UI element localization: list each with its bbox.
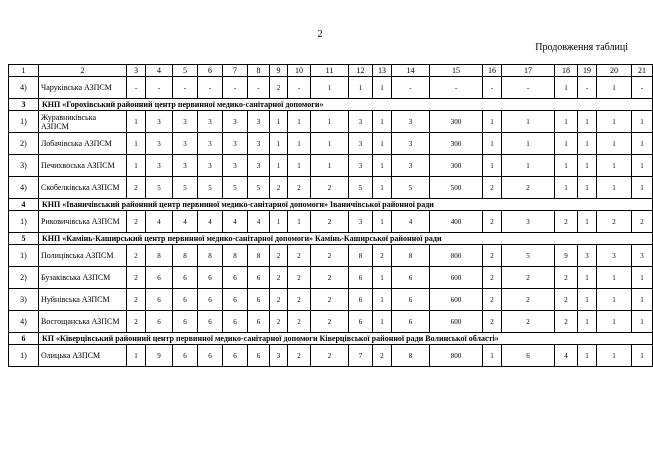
value-cell: 2	[597, 211, 632, 233]
table-row	[9, 111, 653, 133]
value-cell: 1	[578, 155, 597, 177]
value-cell: 1	[288, 155, 311, 177]
column-number-cell: 15	[430, 65, 483, 77]
value-cell: -	[430, 77, 483, 99]
value-cell: 1	[578, 345, 597, 367]
value-cell: 2	[555, 289, 578, 311]
value-cell: 1	[127, 111, 146, 133]
value-cell: 5	[146, 177, 173, 199]
value-cell: 1	[373, 133, 392, 155]
value-cell: 1	[311, 111, 349, 133]
value-cell: 3	[349, 133, 373, 155]
value-cell: 1	[555, 177, 578, 199]
value-cell: 2	[127, 267, 146, 289]
data-table	[8, 64, 653, 367]
value-cell: 1	[578, 311, 597, 333]
value-cell: 3	[173, 155, 198, 177]
row-index: 4)	[9, 177, 39, 199]
column-number-cell: 1	[9, 65, 39, 77]
value-cell: 1	[597, 289, 632, 311]
value-cell: -	[146, 77, 173, 99]
value-cell: 2	[288, 345, 311, 367]
value-cell: -	[502, 77, 555, 99]
value-cell: 6	[349, 289, 373, 311]
value-cell: 300	[430, 111, 483, 133]
value-cell: 3	[173, 133, 198, 155]
value-cell: 8	[146, 245, 173, 267]
value-cell: 1	[578, 133, 597, 155]
row-index: 3)	[9, 155, 39, 177]
value-cell: 2	[483, 177, 502, 199]
value-cell: 6	[198, 289, 223, 311]
value-cell: 3	[248, 155, 270, 177]
value-cell: 1	[502, 133, 555, 155]
facility-name: Журавниківська АЗПСМ	[39, 111, 127, 133]
value-cell: 1	[373, 177, 392, 199]
column-number-cell: 11	[311, 65, 349, 77]
value-cell: 2	[270, 311, 288, 333]
value-cell: 3	[578, 245, 597, 267]
value-cell: 1	[632, 133, 653, 155]
column-number-cell: 6	[198, 65, 223, 77]
value-cell: 300	[430, 133, 483, 155]
value-cell: 6	[146, 289, 173, 311]
facility-name: Печихвоська АЗПСМ	[39, 155, 127, 177]
facility-name: Олицька АЗПСМ	[39, 345, 127, 367]
facility-name: Лобачівська АЗПСМ	[39, 133, 127, 155]
facility-name: Скобелківська АЗПСМ	[39, 177, 127, 199]
value-cell: 400	[430, 211, 483, 233]
value-cell: 8	[223, 245, 248, 267]
value-cell: 2	[288, 267, 311, 289]
facility-name: Полицівська АЗПСМ	[39, 245, 127, 267]
value-cell: 6	[248, 289, 270, 311]
value-cell: 5	[173, 177, 198, 199]
column-number-cell: 14	[392, 65, 430, 77]
value-cell: 2	[311, 267, 349, 289]
value-cell: 1	[127, 155, 146, 177]
value-cell: 1	[632, 155, 653, 177]
value-cell: 1	[311, 77, 349, 99]
value-cell: 1	[288, 133, 311, 155]
value-cell: 1	[578, 267, 597, 289]
value-cell: 5	[248, 177, 270, 199]
value-cell: 2	[502, 289, 555, 311]
value-cell: 2	[373, 345, 392, 367]
value-cell: 6	[173, 289, 198, 311]
column-number-cell: 2	[39, 65, 127, 77]
value-cell: 2	[502, 311, 555, 333]
table-row	[9, 211, 653, 233]
column-number-cell: 12	[349, 65, 373, 77]
value-cell: 9	[146, 345, 173, 367]
facility-name: Восгощанська АЗПСМ	[39, 311, 127, 333]
value-cell: 4	[555, 345, 578, 367]
value-cell: 2	[311, 177, 349, 199]
value-cell: 1	[555, 111, 578, 133]
section-number: 6	[9, 333, 39, 345]
column-number-cell: 17	[502, 65, 555, 77]
value-cell: 1	[483, 111, 502, 133]
value-cell: 2	[311, 289, 349, 311]
value-cell: 3	[223, 111, 248, 133]
value-cell: 6	[173, 267, 198, 289]
table-row	[9, 311, 653, 333]
section-title: КНП «Горохівський районний центр первинної медико-санітарної допомоги»	[39, 99, 653, 111]
value-cell: 2	[555, 211, 578, 233]
value-cell: 6	[223, 311, 248, 333]
value-cell: 2	[127, 311, 146, 333]
value-cell: 2	[502, 177, 555, 199]
value-cell: 3	[270, 345, 288, 367]
value-cell: 1	[483, 345, 502, 367]
value-cell: 4	[248, 211, 270, 233]
value-cell: 8	[392, 345, 430, 367]
value-cell: 5	[392, 177, 430, 199]
value-cell: 2	[288, 311, 311, 333]
value-cell: 2	[127, 245, 146, 267]
facility-name: Бузаківська АЗПСМ	[39, 267, 127, 289]
value-cell: 2	[311, 245, 349, 267]
value-cell: 3	[392, 111, 430, 133]
value-cell: 2	[127, 177, 146, 199]
row-index: 1)	[9, 111, 39, 133]
value-cell: -	[288, 77, 311, 99]
column-number-cell: 4	[146, 65, 173, 77]
value-cell: 2	[127, 211, 146, 233]
column-number-cell: 13	[373, 65, 392, 77]
value-cell: 4	[223, 211, 248, 233]
value-cell: 600	[430, 311, 483, 333]
value-cell: 500	[430, 177, 483, 199]
value-cell: 1	[632, 177, 653, 199]
value-cell: 6	[173, 345, 198, 367]
value-cell: 1	[349, 77, 373, 99]
table-row	[9, 133, 653, 155]
section-number: 4	[9, 199, 39, 211]
column-number-cell: 9	[270, 65, 288, 77]
value-cell: 2	[311, 345, 349, 367]
value-cell: 2	[483, 245, 502, 267]
value-cell: 2	[483, 211, 502, 233]
section-row	[9, 199, 653, 211]
value-cell: 1	[578, 211, 597, 233]
value-cell: -	[198, 77, 223, 99]
row-index: 1)	[9, 345, 39, 367]
value-cell: 1	[373, 77, 392, 99]
value-cell: 3	[198, 133, 223, 155]
value-cell: 1	[270, 133, 288, 155]
value-cell: 3	[392, 155, 430, 177]
section-number: 3	[9, 99, 39, 111]
table-row	[9, 245, 653, 267]
value-cell: 800	[430, 345, 483, 367]
value-cell: 6	[173, 311, 198, 333]
value-cell: 2	[270, 245, 288, 267]
table-row	[9, 345, 653, 367]
value-cell: 3	[349, 111, 373, 133]
row-index: 4)	[9, 77, 39, 99]
value-cell: 3	[349, 155, 373, 177]
value-cell: 1	[632, 111, 653, 133]
value-cell: -	[578, 77, 597, 99]
value-cell: 2	[483, 267, 502, 289]
value-cell: 3	[146, 111, 173, 133]
value-cell: 6	[198, 267, 223, 289]
column-number-cell: 7	[223, 65, 248, 77]
value-cell: 2	[311, 211, 349, 233]
value-cell: 5	[223, 177, 248, 199]
table-row	[9, 77, 653, 99]
value-cell: 2	[632, 211, 653, 233]
column-number-cell: 16	[483, 65, 502, 77]
value-cell: 2	[288, 177, 311, 199]
value-cell: 1	[288, 211, 311, 233]
value-cell: 4	[173, 211, 198, 233]
row-index: 4)	[9, 311, 39, 333]
value-cell: 1	[578, 177, 597, 199]
value-cell: 8	[198, 245, 223, 267]
row-index: 3)	[9, 289, 39, 311]
value-cell: 2	[270, 289, 288, 311]
column-number-cell: 10	[288, 65, 311, 77]
value-cell: 1	[270, 155, 288, 177]
value-cell: 1	[632, 289, 653, 311]
value-cell: 6	[146, 267, 173, 289]
value-cell: 8	[248, 245, 270, 267]
value-cell: 6	[248, 267, 270, 289]
value-cell: 1	[502, 111, 555, 133]
value-cell: 6	[198, 345, 223, 367]
value-cell: 4	[392, 211, 430, 233]
value-cell: 1	[555, 133, 578, 155]
value-cell: 6	[146, 311, 173, 333]
value-cell: 2	[127, 289, 146, 311]
value-cell: 8	[173, 245, 198, 267]
value-cell: 1	[127, 345, 146, 367]
value-cell: 1	[597, 133, 632, 155]
value-cell: 2	[483, 289, 502, 311]
column-number-cell: 3	[127, 65, 146, 77]
row-index: 1)	[9, 245, 39, 267]
value-cell: -	[127, 77, 146, 99]
value-cell: 3	[248, 111, 270, 133]
continuation-label: Продовження таблиці	[535, 42, 628, 53]
value-cell: 2	[502, 267, 555, 289]
column-number-cell: 8	[248, 65, 270, 77]
value-cell: 800	[430, 245, 483, 267]
value-cell: 1	[578, 289, 597, 311]
value-cell: 7	[349, 345, 373, 367]
value-cell: 2	[288, 245, 311, 267]
value-cell: 2	[483, 311, 502, 333]
value-cell: 6	[349, 267, 373, 289]
value-cell: 1	[597, 267, 632, 289]
value-cell: 1	[632, 311, 653, 333]
section-title: КНП «Камінь-Каширський центр первинної медико-санітарної допомоги» Камінь-Каширської районної ради	[39, 233, 653, 245]
row-index: 2)	[9, 133, 39, 155]
value-cell: 6	[349, 311, 373, 333]
value-cell: 1	[632, 345, 653, 367]
value-cell: 2	[373, 245, 392, 267]
value-cell: 6	[392, 267, 430, 289]
value-cell: 8	[392, 245, 430, 267]
column-number-cell: 21	[632, 65, 653, 77]
value-cell: 5	[198, 177, 223, 199]
value-cell: 6	[198, 311, 223, 333]
column-number-row	[9, 65, 653, 77]
value-cell: 6	[502, 345, 555, 367]
value-cell: 1	[270, 111, 288, 133]
value-cell: 1	[373, 155, 392, 177]
table-row	[9, 267, 653, 289]
value-cell: 3	[248, 133, 270, 155]
value-cell: 3	[223, 155, 248, 177]
section-row	[9, 233, 653, 245]
value-cell: 2	[555, 311, 578, 333]
value-cell: 3	[392, 133, 430, 155]
value-cell: 3	[198, 111, 223, 133]
table-row	[9, 177, 653, 199]
value-cell: 1	[311, 155, 349, 177]
value-cell: 1	[597, 111, 632, 133]
value-cell: 6	[223, 345, 248, 367]
value-cell: 1	[597, 77, 632, 99]
value-cell: 1	[373, 211, 392, 233]
section-row	[9, 333, 653, 345]
value-cell: -	[392, 77, 430, 99]
value-cell: 1	[373, 111, 392, 133]
value-cell: 1	[555, 155, 578, 177]
value-cell: 6	[248, 311, 270, 333]
value-cell: 3	[223, 133, 248, 155]
row-index: 2)	[9, 267, 39, 289]
value-cell: 1	[597, 155, 632, 177]
value-cell: -	[483, 77, 502, 99]
value-cell: 1	[483, 155, 502, 177]
value-cell: 1	[597, 311, 632, 333]
value-cell: 2	[311, 311, 349, 333]
value-cell: 600	[430, 289, 483, 311]
value-cell: -	[173, 77, 198, 99]
value-cell: 1	[127, 133, 146, 155]
value-cell: 2	[270, 177, 288, 199]
value-cell: 3	[146, 155, 173, 177]
value-cell: 4	[146, 211, 173, 233]
value-cell: 1	[311, 133, 349, 155]
value-cell: 3	[173, 111, 198, 133]
column-number-cell: 20	[597, 65, 632, 77]
facility-name: Чаруківська АЗПСМ	[39, 77, 127, 99]
table-row	[9, 155, 653, 177]
value-cell: 8	[349, 245, 373, 267]
value-cell: 1	[597, 177, 632, 199]
value-cell: 1	[288, 111, 311, 133]
row-index: 1)	[9, 211, 39, 233]
value-cell: 300	[430, 155, 483, 177]
value-cell: 4	[198, 211, 223, 233]
value-cell: 6	[248, 345, 270, 367]
value-cell: 1	[578, 111, 597, 133]
section-row	[9, 99, 653, 111]
facility-name: Нуйнівська АЗПСМ	[39, 289, 127, 311]
value-cell: 3	[632, 245, 653, 267]
column-number-cell: 19	[578, 65, 597, 77]
page-number: 2	[317, 29, 323, 40]
value-cell: 3	[146, 133, 173, 155]
value-cell: 1	[502, 155, 555, 177]
value-cell: 1	[373, 289, 392, 311]
value-cell: 3	[597, 245, 632, 267]
value-cell: 9	[555, 245, 578, 267]
value-cell: 1	[483, 133, 502, 155]
value-cell: 1	[270, 211, 288, 233]
value-cell: 1	[597, 345, 632, 367]
value-cell: 1	[373, 267, 392, 289]
value-cell: 600	[430, 267, 483, 289]
column-number-cell: 18	[555, 65, 578, 77]
value-cell: 5	[349, 177, 373, 199]
column-number-cell: 5	[173, 65, 198, 77]
value-cell: 3	[198, 155, 223, 177]
value-cell: 6	[392, 289, 430, 311]
value-cell: 2	[270, 77, 288, 99]
value-cell: 2	[270, 267, 288, 289]
value-cell: 5	[502, 245, 555, 267]
table-row	[9, 289, 653, 311]
value-cell: -	[248, 77, 270, 99]
section-title: КНП «Іваничівський районний центр первинної медико-санітарної допомоги» Іваничівської районної ради	[39, 199, 653, 211]
section-title: КП «Ківерцівський районний центр первинної медико-санітарної допомоги Ківерцівської районної ради Волинської області»	[39, 333, 653, 345]
value-cell: 3	[349, 211, 373, 233]
value-cell: 2	[555, 267, 578, 289]
facility-name: Риковичівська АЗПСМ	[39, 211, 127, 233]
value-cell: 1	[632, 267, 653, 289]
section-number: 5	[9, 233, 39, 245]
value-cell: 3	[502, 211, 555, 233]
value-cell: -	[223, 77, 248, 99]
value-cell: 2	[288, 289, 311, 311]
value-cell: 1	[373, 311, 392, 333]
value-cell: 6	[392, 311, 430, 333]
value-cell: 6	[223, 289, 248, 311]
value-cell: 6	[223, 267, 248, 289]
value-cell: 1	[555, 77, 578, 99]
value-cell: -	[632, 77, 653, 99]
